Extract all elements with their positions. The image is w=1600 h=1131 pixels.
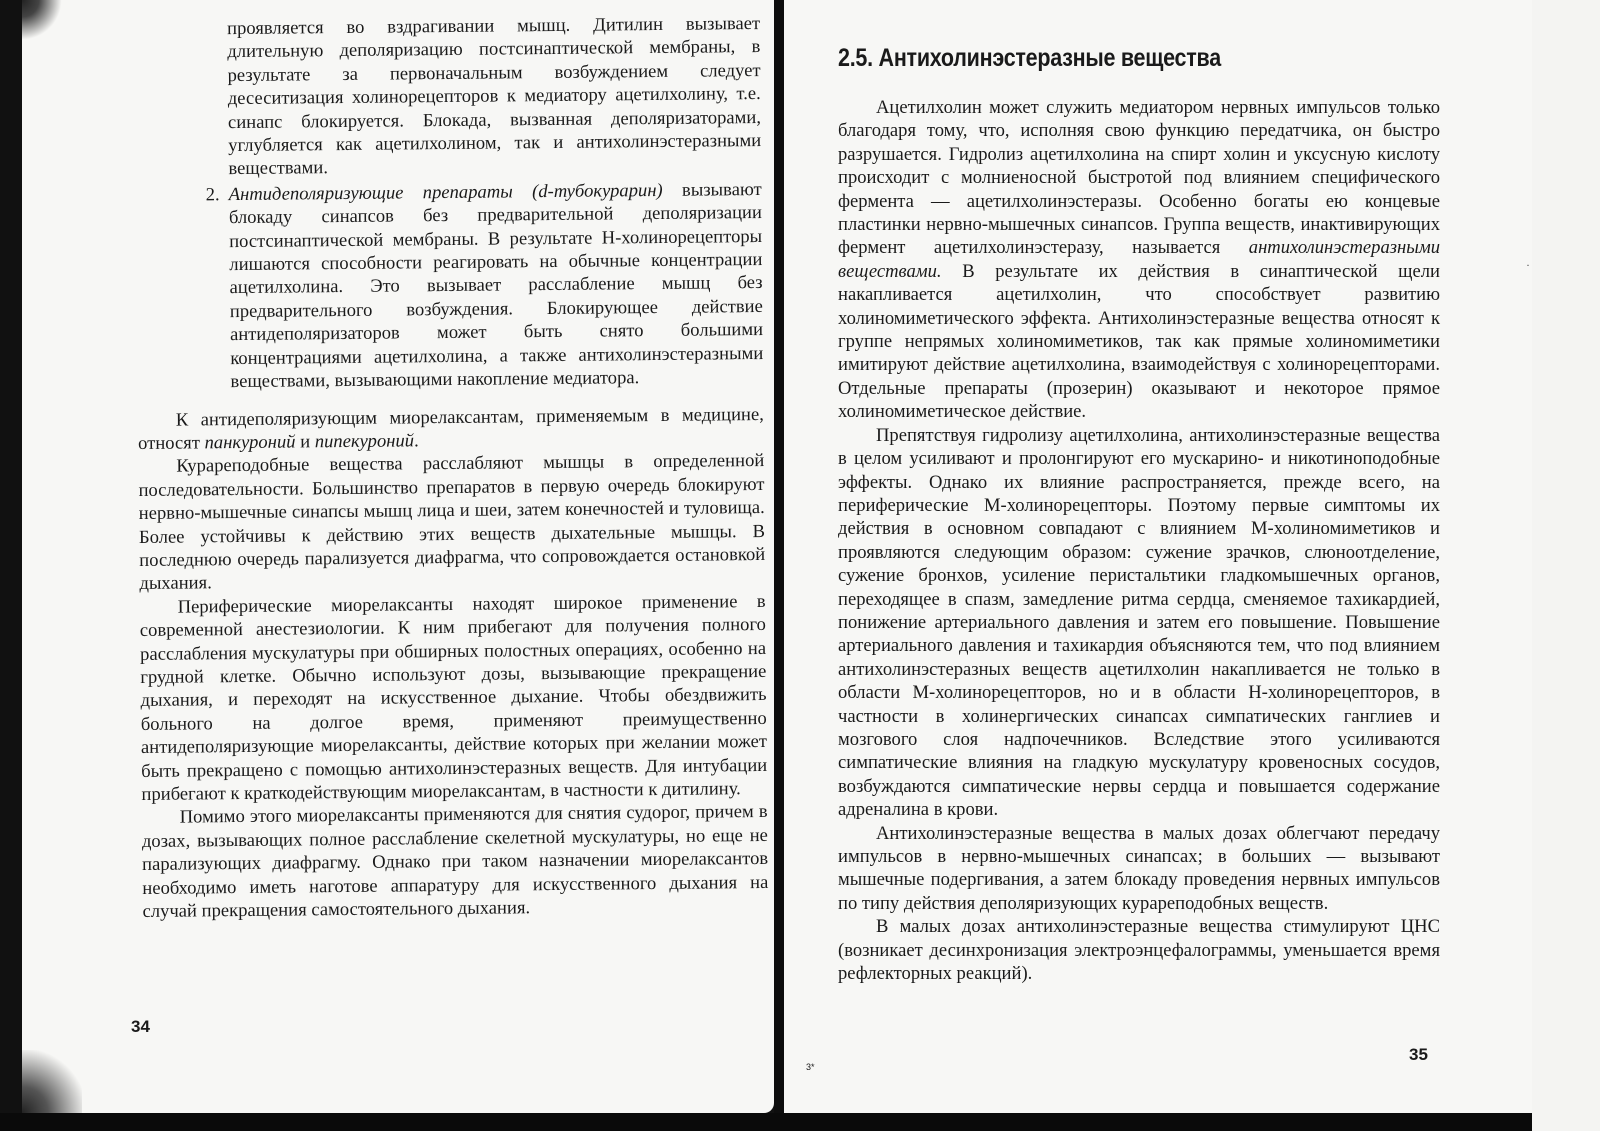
- paragraph: Антихолинэстеразные вещества в малых дозах облегчают передачу импульсов в нервно-мышечных синапсах; в больших — вызывают мышечные подергивания, а затем блокаду проведения нервных импульсов по типу действия деполяризующих курареподобных веществ.: [838, 822, 1440, 914]
- section-heading: 2.5. Антихолинэстеразные вещества: [838, 44, 1221, 72]
- paragraph: Помимо этого миорелаксанты применяются для снятия судорог, причем в дозах, вызывающих полное расслабление скелетной мускулатуры, но еще не парализующих диафрагму. Однако при таком назначении миорелаксантов необходимо иметь наготове аппаратуру для искусственного дыхания на случай прекращения самостоятельного дыхания.: [141, 801, 769, 922]
- next-page-edge: [1532, 0, 1600, 1131]
- paragraph: проявляется во вздрагивании мышц. Дитилин вызывает длительную деполяризацию постсинаптической мембраны, в результате за первоначальным возбуждением следует десеситизация холинорецепторов к медиатору ацетилхолину, т.е. синапс блокируется. Блокада, вызванная деполяризаторами, углубляется как ацетилхолином, так и антихолинэстеразными веществами.: [227, 12, 762, 180]
- signature-mark: 3*: [806, 1062, 815, 1072]
- list-text: вызывают блокаду синапсов без предварительной деполяризации постсинаптической мембраны. В результате Н-холинорецепторы лишаются способности реагировать на обычные концентрации ацетилхолина. Это вызывает расслабление мышц без предварительного возбуждения. Блокирующее действие антидеполяризаторов может быть снято большими концентрациями ацетилхолина, а также антихолинэстеразными веществами, вызывающими накопление медиатора.: [228, 178, 764, 393]
- right-page: [784, 0, 1532, 1113]
- paragraph: Периферические миорелаксанты находят широкое применение в современной анестезиологии. К ним прибегают для получения полного расслабления мускулатуры при обширных полостных операциях, особенно на грудной клетке. Обычно используют дозы, вызывающие прекращение дыхания, и переходят на искусственное дыхание. Чтобы обездвижить больного на долгое время, применяют преимущественно антидеполяризующие миорелаксанты, действие которых при желании может быть прекращено с помощью антихолинэстеразных веществ. Для интубации прибегают к краткодействующим миорелаксантам, в частности к дитилину.: [139, 590, 768, 805]
- left-page: [22, 0, 774, 1113]
- paragraph: В малых дозах антихолинэстеразные вещества стимулируют ЦНС (возникает десинхронизация электроэнцефалограммы, уменьшается время рефлекторных реакций).: [838, 916, 1440, 985]
- paragraph: [138, 402, 764, 455]
- list-item: [136, 178, 764, 395]
- scan-corner-mark: [22, 1050, 82, 1113]
- page-number: 34: [131, 1017, 150, 1036]
- drug-name: панкуроний: [204, 431, 296, 454]
- right-page-text: [838, 96, 1440, 985]
- left-page-text: [134, 12, 769, 923]
- italic-term: антихолинэстеразными веществами.: [838, 237, 1440, 282]
- book-gutter: [774, 0, 784, 1131]
- scan-speck: ·: [1526, 258, 1530, 272]
- paragraph-text: В результате их действия в синаптической щели накапливается ацетилхолин, что способствует развитию холиномиметического эффекта. Антихолинэстеразные вещества относят к группе непрямых холиномиметиков, так как прямые холиномиметики имитируют действие ацетилхолина, взаимодействуя с холинорецепторами. Отдельные препараты (прозерин) оказывают и некоторое прямое холиномиметическое действие.: [838, 260, 1440, 423]
- page-number: 35: [1409, 1045, 1428, 1064]
- punctuation: .: [413, 430, 419, 452]
- paragraph-text: К антидеполяризующим миорелаксантам, применяемым в медицине, относят: [137, 403, 764, 454]
- paragraph: [838, 96, 1440, 424]
- italic-term: Антидеполяризующие препараты (d-тубокурарин): [228, 179, 663, 205]
- conjunction: и: [300, 431, 311, 453]
- paragraph: Препятствуя гидролизу ацетилхолина, антихолинэстеразные вещества в целом усиливают и пролонгируют его мускарино- и никотиноподобные эффекты. Однако их влияние распространяется, прежде всего, на периферические М-холинорецепторы. Поэтому первые симптомы их действия в основном совпадают с влиянием М-холиномиметиков и проявляются следующим образом: сужение зрачков, слюноотделение, сужение бронхов, усиление перистальтики гладкомышечных органов, переходящее в спазм, замедление ритма сердца, сменяемое тахикардией, понижение артериального давления и затем его повышение. Повышение артериального давления и тахикардия объясняются тем, что под влиянием антихолинэстеразных веществ ацетилхолин накапливается не только в области М-холинорецепторов, но и в области Н-холинорецепторов, в частности в холинергических синапсах симпатических ганглиев и мозгового слоя надпочечников. Вследствие этого усиливаются симпатические влияния на гладкую мускулатуру кровеносных сосудов, возбуждаются симпатические нервы сердца и повышается содержание адреналина в крови.: [838, 424, 1440, 821]
- drug-name: пипекуроний: [314, 430, 415, 453]
- paragraph: Курареподобные вещества расслабляют мышцы в определенной последовательности. Большинство препаратов в первую очередь блокируют нервно-мышечные синапсы мышц лица и шеи, затем конечностей и туловища. Более устойчивы к действию этих веществ дыхательные мышцы. В последнюю очередь парализуется диафрагма, что сопровождается остановкой дыхания.: [138, 450, 766, 595]
- scan-bottom-edge: [0, 1113, 1600, 1131]
- list-number: 2.: [205, 184, 220, 206]
- scan-corner-mark: [22, 0, 62, 40]
- paragraph-text: Ацетилхолин может служить медиатором нервных импульсов только благодаря тому, что, исполняя свою функцию передатчика, он быстро разрушается. Гидролиз ацетилхолина на спирт холин и уксусную кислоту происходит с молниеносной быстротой под влиянием специфического фермента — ацетилхолинэстеразы. Особенно богаты ею концевые пластинки нервно-мышечных синапсов. Группа веществ, инактивирующих фермент ацетилхолинэстеразу, называется: [838, 97, 1440, 259]
